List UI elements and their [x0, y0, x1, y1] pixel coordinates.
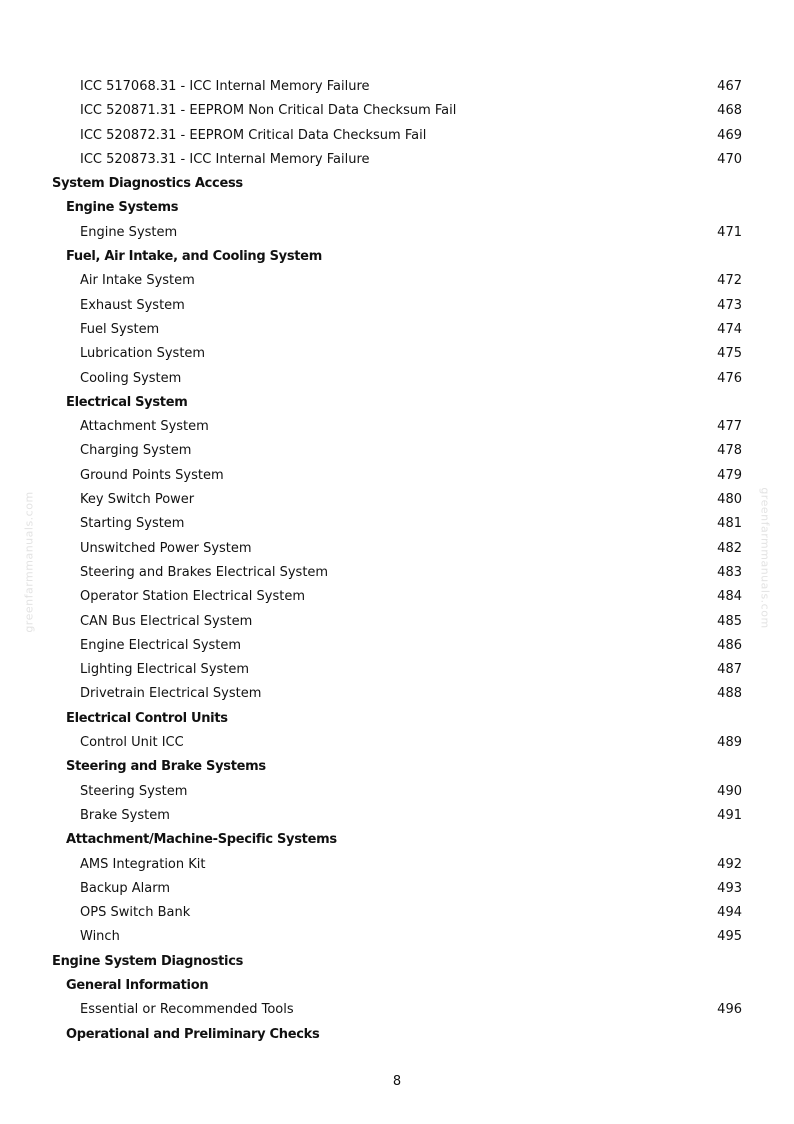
toc-entry-title: Unswitched Power System — [80, 540, 252, 556]
toc-entry[interactable] — [0, 634, 794, 658]
toc-entry[interactable] — [0, 221, 794, 245]
toc-entry-page-number: 476 — [717, 370, 742, 386]
toc-entry-page-number: 487 — [717, 662, 742, 678]
watermark-left: greenfarmmanuals.com — [22, 491, 36, 633]
toc-entry-title: Essential or Recommended Tools — [80, 1002, 294, 1018]
toc-entry-title: Lighting Electrical System — [80, 662, 250, 678]
toc-entry-title: Exhaust System — [80, 297, 185, 313]
toc-entry[interactable] — [0, 682, 794, 706]
toc-entry-title: Brake System — [80, 807, 170, 823]
toc-entry-title: CAN Bus Electrical System — [80, 613, 253, 629]
toc-entry-page-number: 484 — [717, 589, 742, 605]
toc-entry-page-number: 492 — [717, 856, 742, 872]
toc-subsection-heading — [0, 974, 794, 998]
toc-entry-title: Steering and Brake Systems — [66, 759, 266, 775]
toc-entry-page-number: 493 — [717, 880, 742, 896]
toc-entry-title: Charging System — [80, 443, 192, 459]
toc-entry-title: Operational and Preliminary Checks — [66, 1026, 320, 1042]
toc-entry-title: Air Intake System — [80, 273, 195, 289]
toc-entry-title: Fuel System — [80, 321, 160, 337]
toc-entry[interactable] — [0, 804, 794, 828]
toc-entry-title: Attachment System — [80, 419, 209, 435]
toc-subsection-heading — [0, 391, 794, 415]
toc-entry-page-number: 473 — [717, 297, 742, 313]
toc-entry[interactable] — [0, 294, 794, 318]
toc-entry-title: Control Unit ICC — [80, 735, 184, 751]
toc-entry-title: Winch — [80, 929, 120, 945]
toc-entry[interactable] — [0, 269, 794, 293]
toc-entry-title: Lubrication System — [80, 346, 206, 362]
toc-entry[interactable] — [0, 512, 794, 536]
toc-entry[interactable] — [0, 731, 794, 755]
toc-entry[interactable] — [0, 561, 794, 585]
toc-entry[interactable] — [0, 853, 794, 877]
toc-entry[interactable] — [0, 488, 794, 512]
toc-entry-page-number: 486 — [717, 637, 742, 653]
toc-entry-page-number: 478 — [717, 443, 742, 459]
toc-entry-title: Electrical Control Units — [66, 710, 228, 726]
toc-entry-title: Engine Systems — [66, 200, 179, 216]
toc-entry-page-number: 472 — [717, 273, 742, 289]
toc-entry[interactable] — [0, 464, 794, 488]
toc-entry-page-number: 494 — [717, 905, 742, 921]
toc-entry-title: Steering System — [80, 783, 188, 799]
toc-subsection-heading — [0, 245, 794, 269]
toc-entry[interactable] — [0, 99, 794, 123]
toc-subsection-heading — [0, 828, 794, 852]
toc-entry-page-number: 479 — [717, 467, 742, 483]
toc-entry[interactable] — [0, 148, 794, 172]
toc-entry-title: ICC 520872.31 - EEPROM Critical Data Checksum Fail — [80, 127, 427, 143]
toc-entry-page-number: 491 — [717, 807, 742, 823]
toc-entry-title: General Information — [66, 977, 209, 993]
toc-entry-page-number: 481 — [717, 516, 742, 532]
toc-entry-page-number: 474 — [717, 321, 742, 337]
toc-subsection-heading — [0, 707, 794, 731]
toc-entry[interactable] — [0, 780, 794, 804]
toc-entry-title: ICC 520871.31 - EEPROM Non Critical Data Checksum Fail — [80, 103, 457, 119]
toc-entry[interactable] — [0, 75, 794, 99]
toc-entry-title: Fuel, Air Intake, and Cooling System — [66, 249, 322, 265]
toc-subsection-heading — [0, 196, 794, 220]
toc-entry-page-number: 471 — [717, 224, 742, 240]
toc-entry-page-number: 467 — [717, 79, 742, 94]
toc-subsection-heading — [0, 755, 794, 779]
toc-entry[interactable] — [0, 342, 794, 366]
toc-entry[interactable] — [0, 537, 794, 561]
toc-entry-page-number: 475 — [717, 346, 742, 362]
toc-entry[interactable] — [0, 610, 794, 634]
toc-entry-title: Attachment/Machine-Specific Systems — [66, 832, 337, 848]
toc-entry-title: Steering and Brakes Electrical System — [80, 564, 329, 580]
toc-entry-title: Electrical System — [66, 394, 188, 410]
toc-entry-title: Starting System — [80, 516, 185, 532]
toc-entry[interactable] — [0, 415, 794, 439]
toc-entry-page-number: 496 — [717, 1002, 742, 1018]
toc-entry-title: AMS Integration Kit — [80, 856, 206, 872]
toc-section-heading — [0, 950, 794, 974]
toc-entry-title: ICC 520873.31 - ICC Internal Memory Failure — [80, 151, 370, 167]
toc-entry[interactable] — [0, 585, 794, 609]
toc-entry[interactable] — [0, 658, 794, 682]
toc-entry-title: Ground Points System — [80, 467, 224, 483]
toc-entry[interactable] — [0, 901, 794, 925]
toc-entry-page-number: 490 — [717, 783, 742, 799]
toc-entry-title: Cooling System — [80, 370, 182, 386]
toc-entry-title: Engine System Diagnostics — [52, 953, 244, 969]
toc-entry-page-number: 469 — [717, 127, 742, 143]
toc-entry-title: Backup Alarm — [80, 880, 171, 896]
toc-entry[interactable] — [0, 367, 794, 391]
toc-entry-page-number: 477 — [717, 419, 742, 435]
toc-entry[interactable] — [0, 318, 794, 342]
toc-entry-page-number: 488 — [717, 686, 742, 702]
toc-entry[interactable] — [0, 877, 794, 901]
watermark-right: greenfarmmanuals.com — [758, 487, 772, 629]
toc-entry-title: ICC 517068.31 - ICC Internal Memory Failure — [80, 79, 370, 94]
toc-section-heading — [0, 172, 794, 196]
toc-entry-page-number: 480 — [717, 492, 742, 508]
toc-subsection-heading — [0, 1023, 794, 1047]
table-of-contents — [0, 75, 794, 1047]
toc-entry-title: Operator Station Electrical System — [80, 589, 306, 605]
toc-entry-page-number: 482 — [717, 540, 742, 556]
toc-entry[interactable] — [0, 439, 794, 463]
toc-entry-page-number: 485 — [717, 613, 742, 629]
toc-entry-page-number: 468 — [717, 103, 742, 119]
page-number: 8 — [392, 1074, 402, 1089]
toc-entry-page-number: 470 — [717, 151, 742, 167]
toc-entry[interactable] — [0, 925, 794, 949]
toc-entry-page-number: 489 — [717, 735, 742, 751]
toc-entry-title: Drivetrain Electrical System — [80, 686, 262, 702]
toc-entry-title: Engine System — [80, 224, 178, 240]
toc-entry-title: Key Switch Power — [80, 492, 195, 508]
toc-entry[interactable] — [0, 124, 794, 148]
toc-entry-page-number: 495 — [717, 929, 742, 945]
toc-entry-title: Engine Electrical System — [80, 637, 242, 653]
toc-entry[interactable] — [0, 998, 794, 1022]
toc-entry-title: OPS Switch Bank — [80, 905, 191, 921]
toc-entry-title: System Diagnostics Access — [52, 176, 243, 192]
toc-entry-page-number: 483 — [717, 564, 742, 580]
